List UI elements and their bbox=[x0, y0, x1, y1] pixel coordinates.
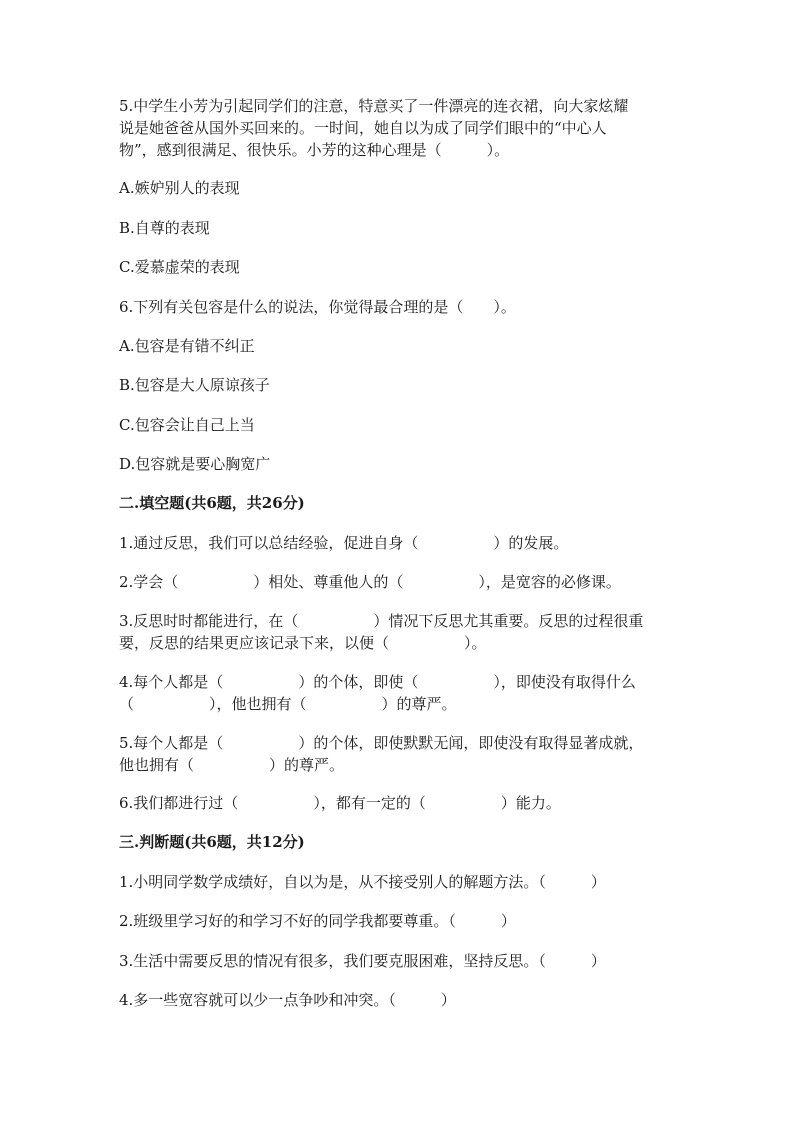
question-6-text: 6.下列有关包容是什么的说法，你觉得最合理的是（ ）。 bbox=[119, 298, 516, 316]
fill-question-6: 6.我们都进行过（ ），都有一定的（ ）能力。 bbox=[119, 794, 561, 812]
question-5-text-line-3: 物”，感到很满足、很快乐。小芳的这种心理是（ ）。 bbox=[119, 141, 510, 159]
fill-question-4-line-1: 4.每个人都是（ ）的个体，即使（ ），即使没有取得什么 bbox=[119, 673, 636, 691]
question-5-text-line-1: 5.中学生小芳为引起同学们的注意，特意买了一件漂亮的连衣裙，向大家炫耀 bbox=[119, 97, 629, 115]
judge-question-3: 3.生活中需要反思的情况有很多，我们要克服困难，坚持反思。（ ） bbox=[119, 952, 606, 970]
section-2-title: 二.填空题(共6题，共26分) bbox=[119, 494, 305, 512]
fill-question-1: 1.通过反思，我们可以总结经验，促进自身（ ）的发展。 bbox=[119, 534, 569, 552]
fill-question-5-line-1: 5.每个人都是（ ）的个体，即使默默无闻，即使没有取得显著成就， bbox=[119, 734, 644, 752]
question-6-option-c: C.包容会让自己上当 bbox=[119, 416, 255, 434]
question-6-option-d: D.包容就是要心胸宽广 bbox=[119, 455, 271, 473]
fill-question-3-line-1: 3.反思时时都能进行，在（ ）情况下反思尤其重要。反思的过程很重 bbox=[119, 612, 644, 630]
judge-question-1: 1.小明同学数学成绩好，自以为是，从不接受别人的解题方法。（ ） bbox=[119, 873, 606, 891]
question-6-option-a: A.包容是有错不纠正 bbox=[119, 337, 255, 355]
judge-question-4: 4.多一些宽容就可以少一点争吵和冲突。（ ） bbox=[119, 991, 456, 1009]
fill-question-2: 2.学会（ ）相处、尊重他人的（ ），是宽容的必修课。 bbox=[119, 573, 621, 591]
section-3-title: 三.判断题(共6题，共12分) bbox=[119, 833, 305, 851]
question-6-option-b: B.包容是大人原谅孩子 bbox=[119, 376, 270, 394]
question-5-text-line-2: 说是她爸爸从国外买回来的。一时间，她自以为成了同学们眼中的“中心人 bbox=[119, 119, 607, 137]
question-5-option-a: A.嫉妒别人的表现 bbox=[119, 179, 240, 197]
fill-question-4-line-2: （ ），他也拥有（ ）的尊严。 bbox=[119, 695, 457, 713]
judge-question-2: 2.班级里学习好的和学习不好的同学我都要尊重。（ ） bbox=[119, 912, 516, 930]
fill-question-5-line-2: 他也拥有（ ）的尊严。 bbox=[119, 756, 345, 774]
question-5-option-c: C.爱慕虚荣的表现 bbox=[119, 258, 240, 276]
fill-question-3-line-2: 要，反思的结果更应该记录下来，以便（ ）。 bbox=[119, 634, 487, 652]
question-5-option-b: B.自尊的表现 bbox=[119, 219, 210, 237]
